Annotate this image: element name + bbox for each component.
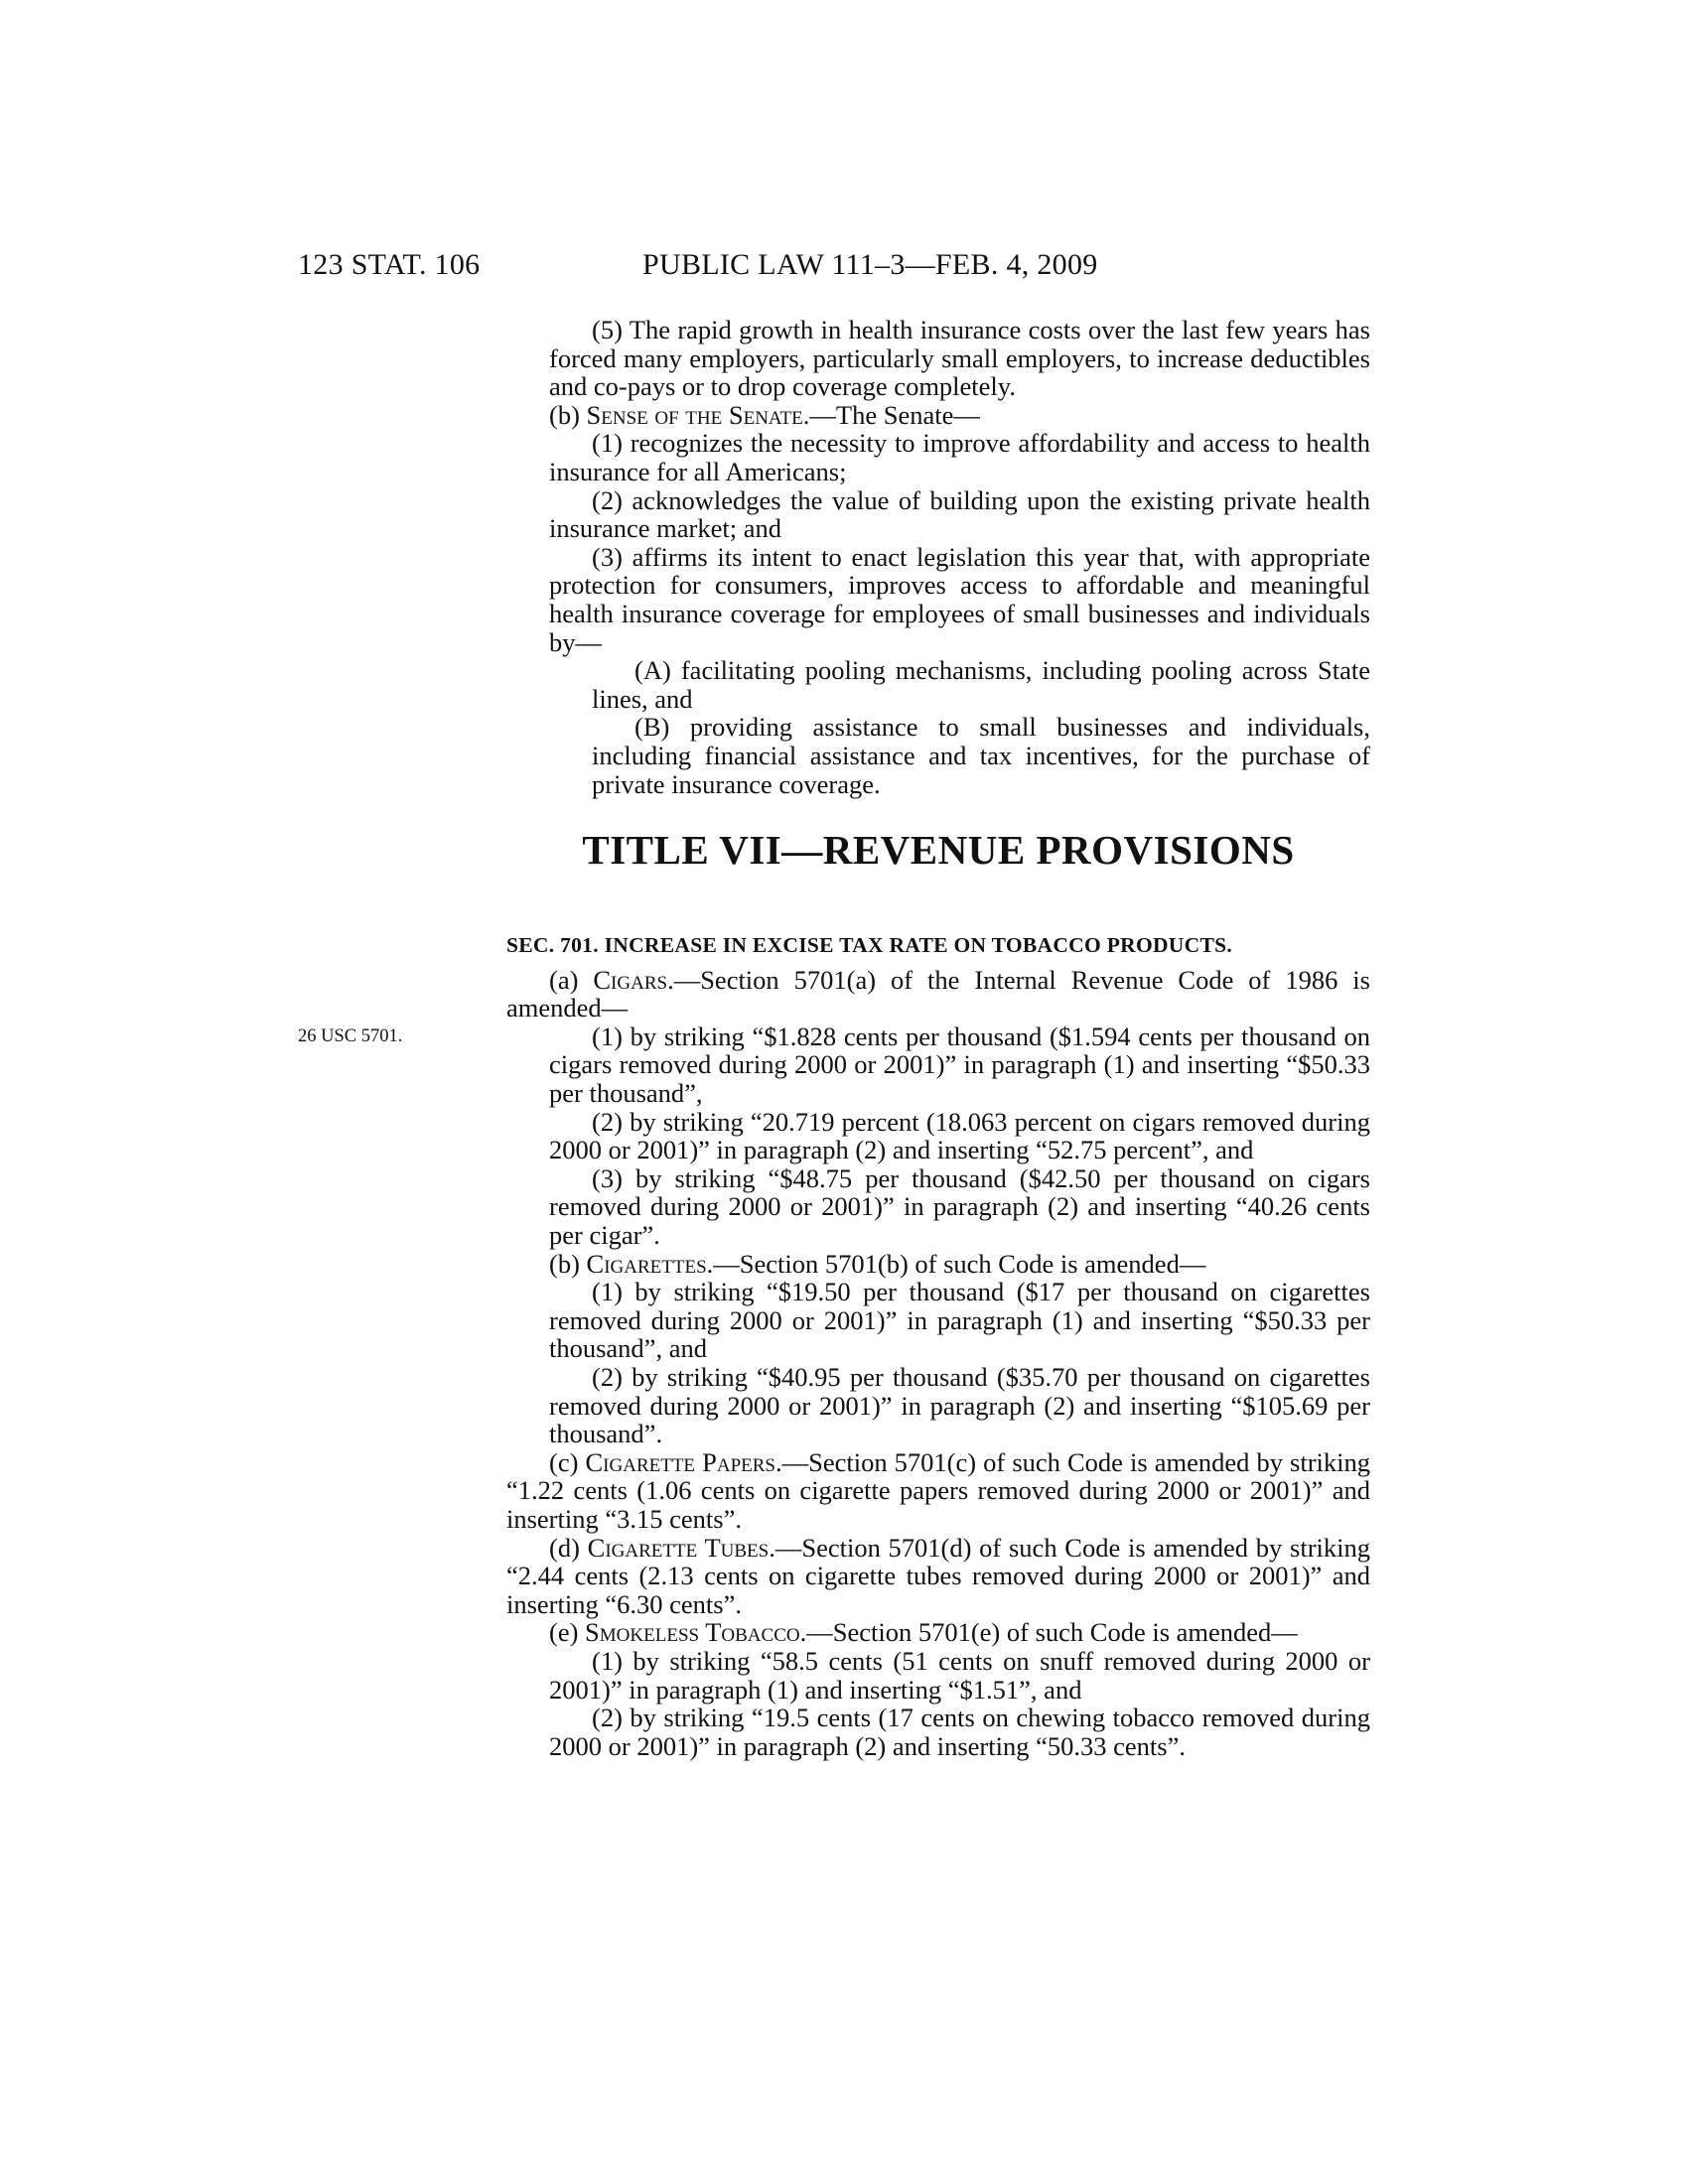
paragraph-e1: (1) by striking “58.5 cents (51 cents on snuff removed during 2000 or 2001)” in paragraph (1) and inserting “$1.51”, and bbox=[549, 1645, 1370, 1705]
subsection-e-smokeless-tobacco bbox=[506, 1618, 1370, 1647]
paragraph-b2: (2) acknowledges the value of building upon the existing private health insurance market; and bbox=[549, 484, 1370, 544]
paragraph-e2: (2) by striking “19.5 cents (17 cents on chewing tobacco removed during 2000 or 2001)” in paragraph (2) and inserting “50.33 cents”. bbox=[549, 1703, 1370, 1761]
paragraph-a1: (1) by striking “$1.828 cents per thousand ($1.594 cents per thousand on cigars removed during 2000 or 2001)” in paragraph (1) and inserting “$50.33 per thousand”, bbox=[549, 1021, 1370, 1109]
subsection-text: .—Section 5701(c) of such Code is amended by striking “1.22 cents (1.06 cents on cigarette papers removed during 2000 or 2001)” and inserting “3.15 cents”. bbox=[506, 1446, 1370, 1534]
paragraph-5: (5) The rapid growth in health insurance costs over the last few years has forced many employers, particularly small employers, to increase deductibles and co-pays or to drop coverage completely. bbox=[549, 315, 1370, 402]
subsection-b-sense-of-senate bbox=[506, 401, 1370, 430]
paragraph-cig-1: (1) by striking “$19.50 per thousand ($17 per thousand on cigarettes removed during 2000 or 2001)” in paragraph (1) and inserting “$50.33 per thousand”, and bbox=[549, 1277, 1370, 1364]
subsection-heading: Cigars bbox=[593, 964, 668, 995]
paragraph-a2: (2) by striking “20.719 percent (18.063 percent on cigars removed during 2000 or 2001)” in paragraph (2) and inserting “52.75 percent”, and bbox=[549, 1106, 1370, 1165]
subsection-heading: Cigarette Tubes bbox=[587, 1532, 770, 1563]
subsection-prefix: (b) bbox=[549, 1248, 587, 1279]
paragraph-cig-2: (2) by striking “$40.95 per thousand ($35.70 per thousand on cigarettes removed during 2000 or 2001)” in paragraph (2) and inserting “$105.69 per thousand”. bbox=[549, 1362, 1370, 1449]
subparagraph-a: (A) facilitating pooling mechanisms, including pooling across State lines, and bbox=[592, 655, 1370, 714]
paragraph-b1: (1) recognizes the necessity to improve affordability and access to health insurance for all Americans; bbox=[549, 428, 1370, 486]
subsection-prefix: (e) bbox=[549, 1617, 586, 1648]
subsection-prefix: (c) bbox=[549, 1446, 586, 1477]
subsection-heading: Smokeless Tobacco bbox=[585, 1617, 800, 1648]
subsection-b-cigarettes bbox=[506, 1250, 1370, 1279]
subsection-a-cigars bbox=[506, 966, 1370, 1023]
subsection-d-cigarette-tubes bbox=[506, 1534, 1370, 1619]
subparagraph-b: (B) providing assistance to small businesses and individuals, including financial assistance and tax incentives, for the purchase of private insurance coverage. bbox=[592, 712, 1370, 799]
subsection-heading: Cigarette Papers bbox=[585, 1446, 775, 1477]
subsection-c-cigarette-papers bbox=[506, 1448, 1370, 1534]
subsection-heading: Sense of the Senate bbox=[586, 399, 803, 430]
paragraph-b3: (3) affirms its intent to enact legislation this year that, with appropriate protection for consumers, improves access to affordable and meaningful health insurance coverage for employees of small businesses and individuals by— bbox=[549, 541, 1370, 657]
subsection-heading: Cigarettes bbox=[586, 1248, 707, 1279]
document-body bbox=[506, 316, 1370, 1760]
section-heading: SEC. 701. INCREASE IN EXCISE TAX RATE ON TOBACCO PRODUCTS. bbox=[506, 933, 1233, 958]
paragraph-a3: (3) by striking “$48.75 per thousand ($42.50 per thousand on cigars removed during 2000 or 2001)” in paragraph (2) and inserting “40.26 cents per cigar”. bbox=[549, 1162, 1370, 1251]
subsection-prefix: (d) bbox=[549, 1532, 588, 1563]
title-heading: TITLE VII—REVENUE PROVISIONS bbox=[582, 827, 1295, 874]
subsection-text: .—Section 5701(a) of the Internal Revenue Code of 1986 is amended— bbox=[506, 964, 1370, 1024]
subsection-text: .—The Senate— bbox=[802, 399, 980, 430]
subsection-prefix: (a) bbox=[549, 964, 594, 995]
margin-note-usc: 26 USC 5701. bbox=[298, 1026, 403, 1046]
statute-page-number: 123 STAT. 106 bbox=[298, 248, 481, 281]
subsection-text: .—Section 5701(e) of such Code is amended— bbox=[799, 1617, 1298, 1648]
subsection-text: .—Section 5701(b) of such Code is amended— bbox=[706, 1248, 1206, 1279]
law-citation: PUBLIC LAW 111–3—FEB. 4, 2009 bbox=[642, 248, 1098, 281]
subsection-text: .—Section 5701(d) of such Code is amended by striking “2.44 cents (2.13 cents on cigarette tubes removed during 2000 or 2001)” and inserting “6.30 cents”. bbox=[506, 1532, 1370, 1619]
subsection-prefix: (b) bbox=[549, 399, 587, 430]
